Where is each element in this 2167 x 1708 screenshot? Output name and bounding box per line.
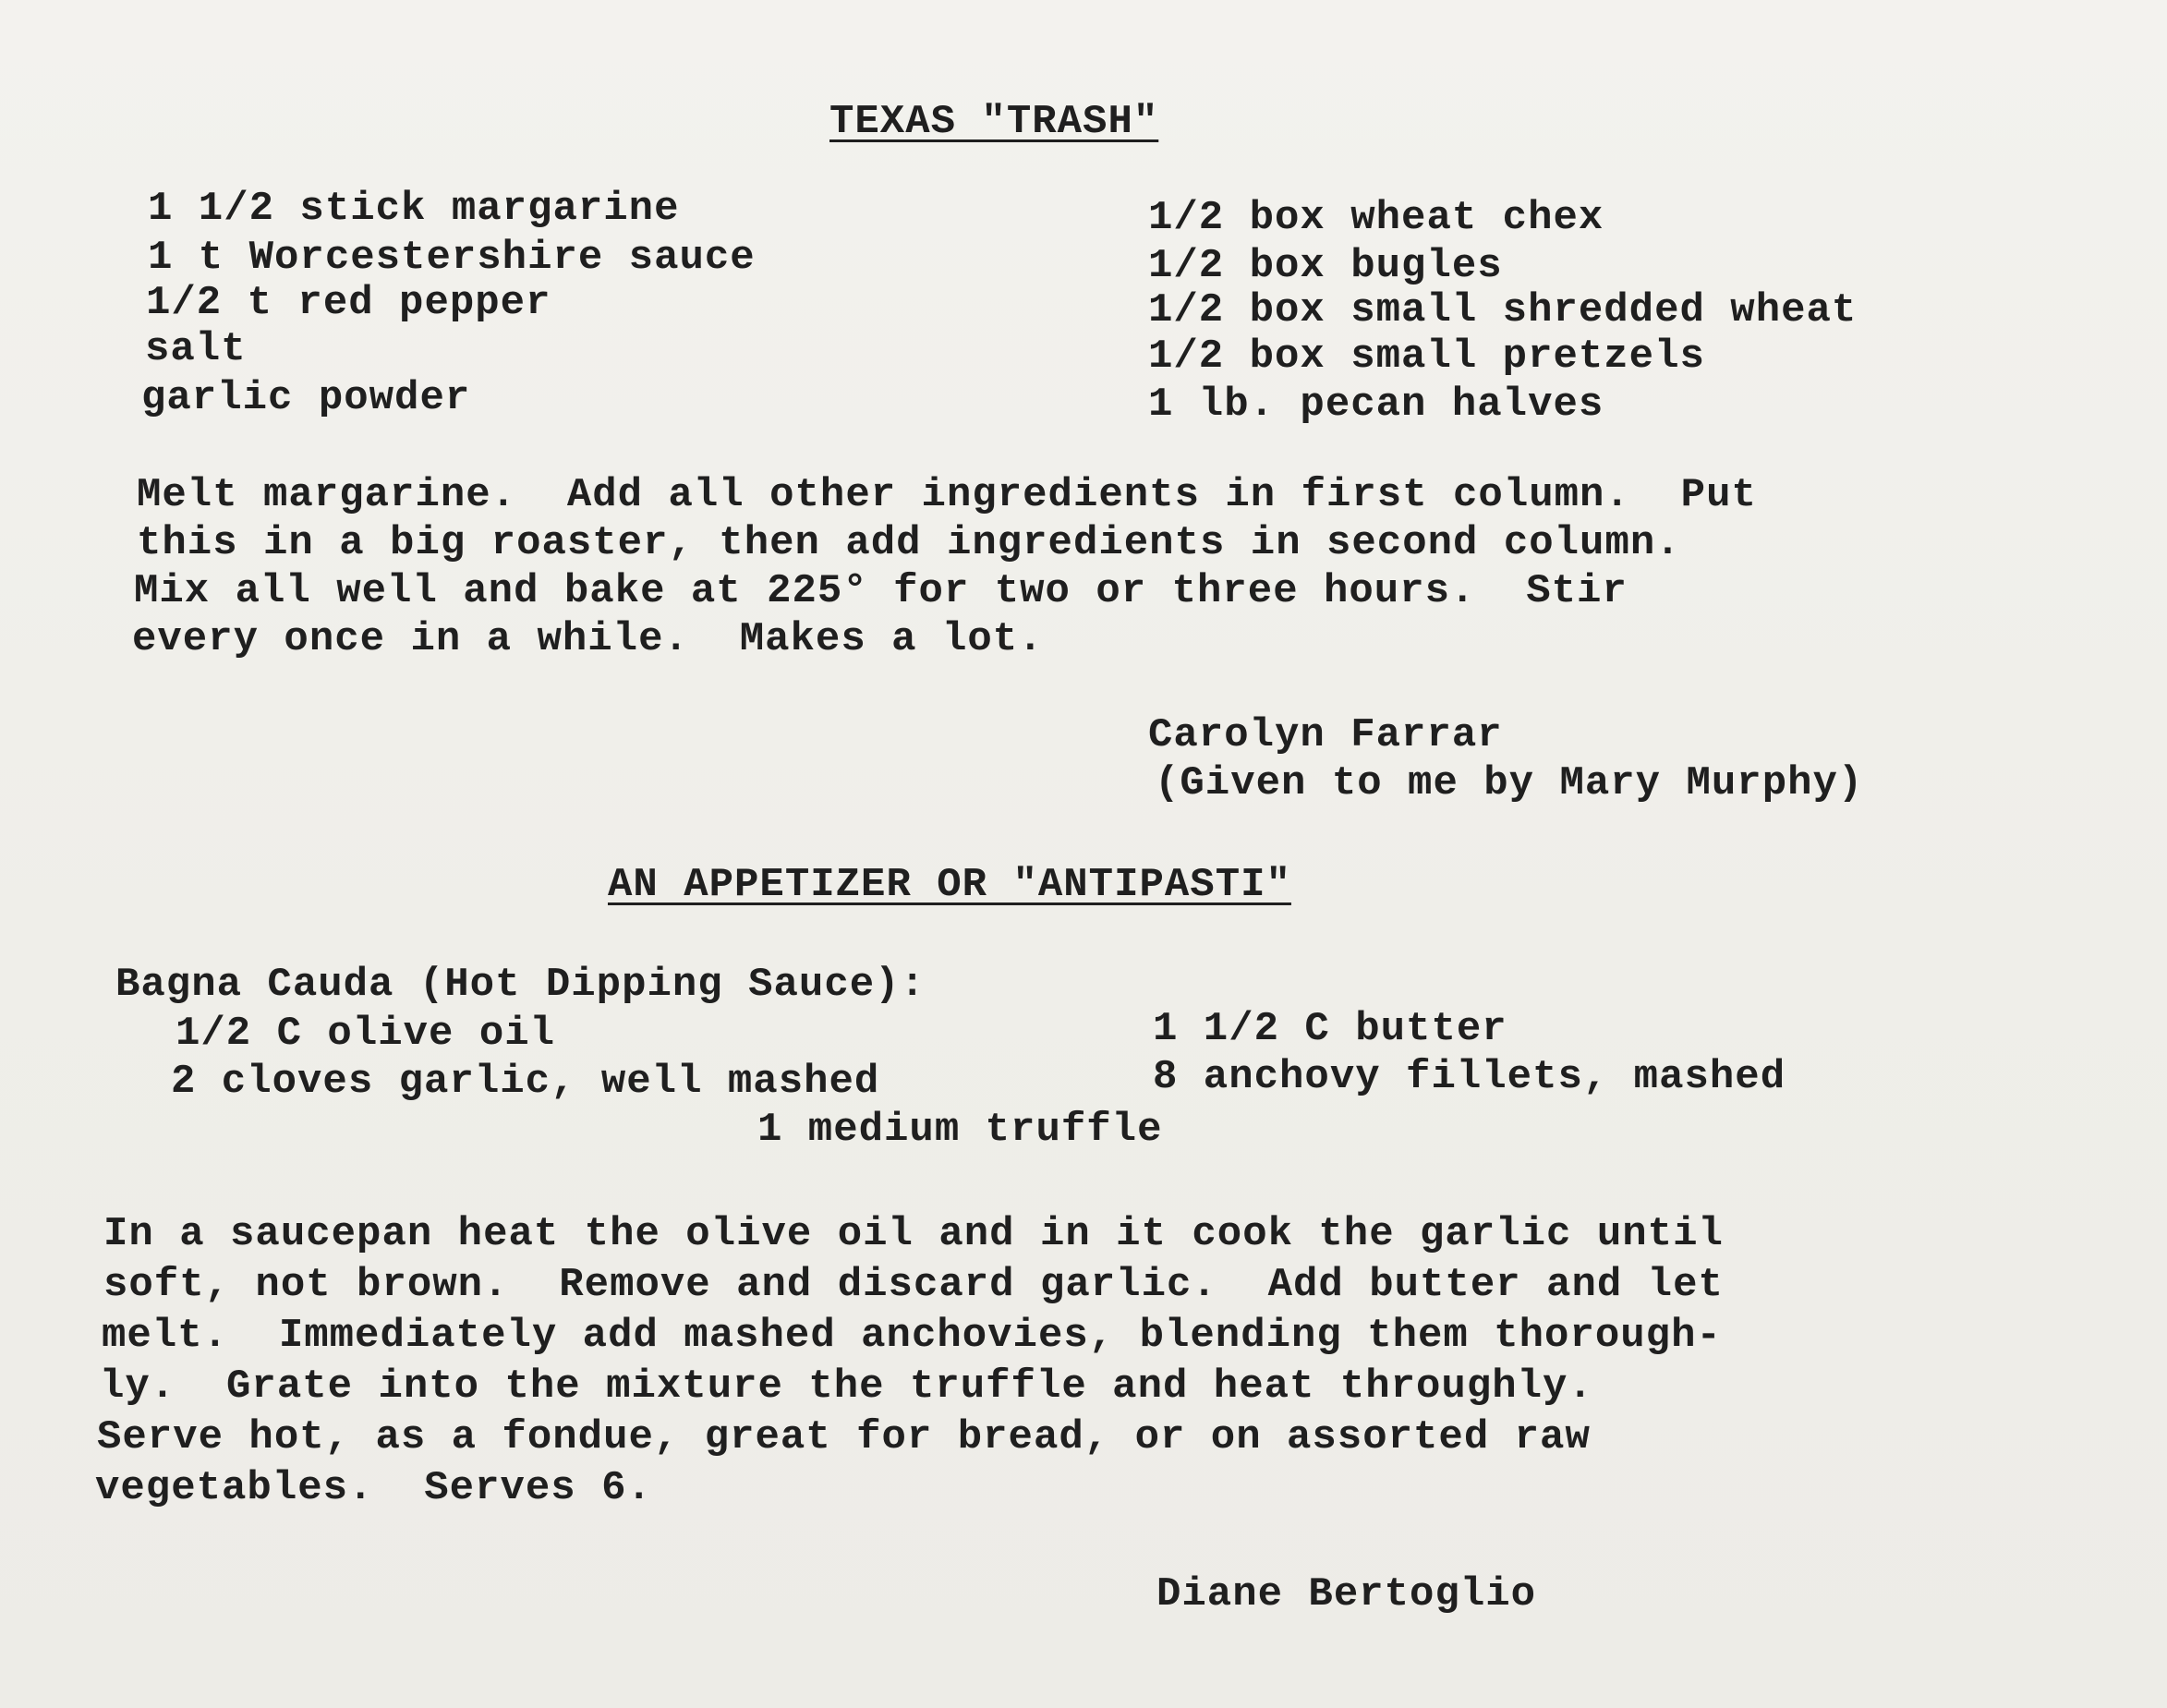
ingredient-col1-2: 2 cloves garlic, well mashed [171, 1059, 880, 1105]
ingredient-col2-2: 1/2 box bugles [1148, 243, 1503, 289]
ingredient-col1-1: 1 1/2 stick margarine [148, 186, 680, 232]
contributor-name: Diane Bertoglio [1156, 1571, 1537, 1617]
directions-line-2: soft, not brown. Remove and discard garlic. Add butter and let [103, 1262, 1724, 1308]
directions-line-6: vegetables. Serves 6. [95, 1465, 652, 1511]
directions-line-2: this in a big roaster, then add ingredients in second column. [137, 520, 1681, 566]
ingredient-col1-1: 1/2 C olive oil [176, 1011, 556, 1057]
ingredient-center: 1 medium truffle [757, 1107, 1163, 1153]
directions-line-3: Mix all well and bake at 225° for two or three hours. Stir [134, 568, 1628, 614]
ingredient-col2-3: 1/2 box small shredded wheat [1148, 287, 1858, 333]
ingredient-col2-5: 1 lb. pecan halves [1148, 382, 1604, 428]
directions-line-1: Melt margarine. Add all other ingredients in first column. Put [137, 472, 1757, 518]
ingredient-col2-4: 1/2 box small pretzels [1148, 333, 1705, 380]
recipe-subtitle: Bagna Cauda (Hot Dipping Sauce): [115, 962, 926, 1008]
directions-line-1: In a saucepan heat the olive oil and in it cook the garlic until [103, 1211, 1724, 1257]
ingredient-col1-3: 1/2 t red pepper [146, 280, 551, 326]
directions-line-4: ly. Grate into the mixture the truffle and heat throughly. [100, 1363, 1593, 1410]
ingredient-col2-1: 1 1/2 C butter [1153, 1006, 1507, 1052]
ingredient-col2-2: 8 anchovy fillets, mashed [1153, 1054, 1786, 1100]
recipe-title-texas-trash: TEXAS "TRASH" [829, 99, 1159, 145]
directions-line-4: every once in a while. Makes a lot. [132, 616, 1044, 662]
ingredient-col2-1: 1/2 box wheat chex [1148, 195, 1604, 241]
contributor-name: Carolyn Farrar [1148, 712, 1503, 758]
recipe-title-antipasti: AN APPETIZER OR "ANTIPASTI" [608, 862, 1291, 908]
ingredient-col1-4: salt [145, 326, 247, 372]
contributor-note: (Given to me by Mary Murphy) [1155, 760, 1864, 806]
ingredient-col1-2: 1 t Worcestershire sauce [148, 235, 756, 281]
directions-line-3: melt. Immediately add mashed anchovies, blending them thorough- [102, 1313, 1722, 1359]
ingredient-col1-5: garlic powder [141, 375, 471, 421]
directions-line-5: Serve hot, as a fondue, great for bread, or on assorted raw [97, 1414, 1591, 1460]
